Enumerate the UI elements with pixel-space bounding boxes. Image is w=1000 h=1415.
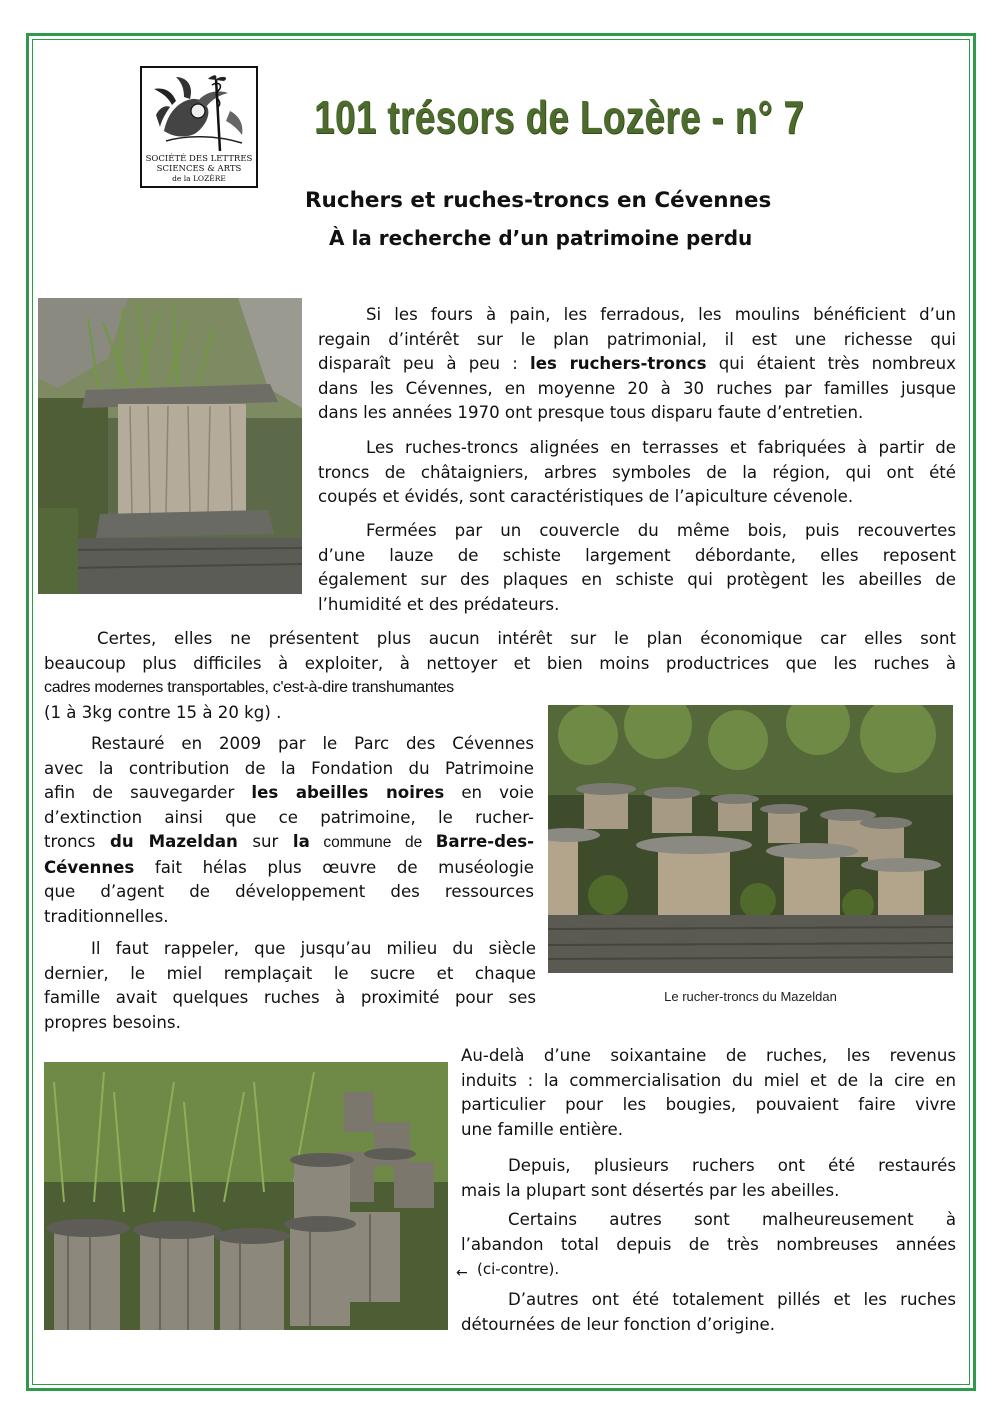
paragraph-6 [44,937,536,1035]
text-line: beaucoup plus difficiles à exploiter, à nettoyer et bien moins productrices que les ruches à [44,653,956,673]
paragraph-10 [461,1288,956,1337]
text-line: Les ruches-troncs alignées en terrasses et fabriquées à partir de [366,438,956,457]
text-run: qui étaient très nombreux [706,354,956,373]
text-line: traditionnelles. [44,906,169,926]
article-tagline: À la recherche d’un patrimoine perdu [329,226,753,250]
text-line: Certains autres sont malheureusement à [508,1210,956,1229]
text-line: Depuis, plusieurs ruchers ont été restaurés [508,1156,956,1175]
text-line: Fermées par un couvercle du même bois, puis recouvertes [366,521,956,540]
highlight-abeilles-noires: les abeilles noires [251,783,445,802]
logo-line-2: SCIENCES & ARTS [156,164,242,174]
paragraph-5 [44,732,534,929]
text-line: d’extinction ainsi que ce patrimoine, le rucher- [44,807,534,827]
text-line [44,856,534,881]
text-line: cadres modernes transportables, c'est-à-dire transhumantes [44,679,454,696]
text-run: fait hélas plus œuvre de muséologie [134,857,534,877]
photo-abandoned-hives [44,1062,448,1330]
text-line: propres besoins. [44,1012,181,1032]
paragraph-7 [461,1044,956,1142]
highlight-barre-des: Barre-des- [435,832,534,851]
logo-line-1: SOCIÉTÉ DES LETTRES [145,154,253,164]
text-line: Restauré en 2009 par le Parc des Cévennes [91,734,534,753]
text-line: (1 à 3kg contre 15 à 20 kg) . [44,702,282,722]
text-run: commune de [309,834,436,851]
text-line: détournées de leur fonction d’origine. [461,1314,775,1334]
paragraph-1 [318,303,956,426]
page-title: 101 trésors de Lozère - n° 7 [314,91,805,143]
text-line: induits : la commercialisation du miel et de la cire en [461,1070,956,1090]
text-line: Certes, elles ne présentent plus aucun intérêt sur le plan économique car elles sont [97,629,956,648]
text-line [44,781,534,806]
text-run: disparaît peu à peu : [318,354,531,373]
text-line: regain d’intérêt sur le plan patrimonial, il est une richesse qui [318,329,956,349]
text-line: particulier pour les bougies, pouvaient faire vivre [461,1095,956,1114]
highlight-mazeldan: du Mazeldan [109,832,238,851]
arrow-left-icon: ← [456,1265,468,1281]
text-run: sur [237,832,293,851]
hermes-illustration-icon [146,71,254,153]
text-line: que d’agent de développement des ressources [44,882,534,901]
text-line: l’abandon total depuis de très nombreuses années [461,1234,956,1254]
text-run: troncs [44,832,110,851]
text-line: dans les années 1970 ont presque tous disparu faute d’entretien. [318,403,864,422]
text-line: D’autres ont été totalement pillés et les ruches [508,1290,956,1309]
text-run: afin de sauvegarder [44,783,252,802]
paragraph-3 [318,519,956,617]
text-line [318,352,956,377]
text-line: avec la contribution de la Fondation du Patrimoine [44,758,534,778]
logo-line-3: de la LOZÈRE [172,174,226,183]
text-line: (ci-contre). [477,1260,560,1278]
text-line: Si les fours à pain, les ferradous, les moulins bénéficient d’un [366,305,956,324]
paragraph-9 [461,1208,956,1282]
highlight-ruchers-troncs: les ruchers-troncs [530,354,707,373]
photo-single-hive [38,298,302,594]
highlight-la: la [292,832,310,851]
paragraph-8 [461,1154,956,1203]
text-line: mais la plupart sont désertés par les abeilles. [461,1180,840,1200]
text-line: également sur des plaques en schiste qui protègent les abeilles de [318,570,956,589]
logo-caption [142,154,256,184]
text-line: dans les Cévennes, en moyenne 20 à 30 ruches par familles jusque [318,378,956,398]
photo-rucher-mazeldan [548,705,953,973]
text-line: dernier, le miel remplaçait le sucre et chaque [44,963,536,983]
text-line: d’une lauze de schiste largement débordante, elles reposent [318,545,956,565]
text-line [44,830,534,856]
text-line: coupés et évidés, sont caractéristiques de l’apiculture cévenole. [318,487,854,506]
society-logo [140,66,258,188]
text-line: Au-delà d’une soixantaine de ruches, les revenus [461,1046,956,1065]
highlight-cevennes: Cévennes [44,857,135,877]
text-run: en voie [444,783,534,802]
photo-caption: Le rucher-troncs du Mazeldan [664,989,837,1004]
text-line: Il faut rappeler, que jusqu’au milieu du siècle [91,939,536,958]
text-line: troncs de châtaigniers, arbres symboles de la région, qui ont été [318,462,956,482]
text-line: famille avait quelques ruches à proximité pour ses [44,988,536,1007]
paragraph-2 [318,436,956,510]
text-line: l’humidité et des prédateurs. [318,594,560,614]
text-line: une famille entière. [461,1119,623,1139]
article-subtitle: Ruchers et ruches-troncs en Cévennes [305,188,772,213]
